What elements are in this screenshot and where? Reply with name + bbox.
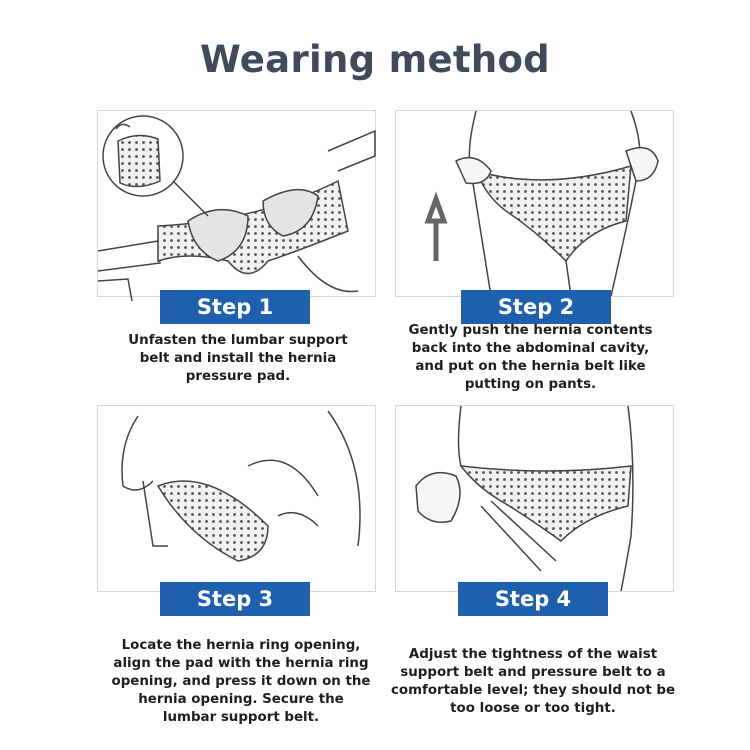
step-4-label: Step 4 xyxy=(458,582,608,616)
step-1-label: Step 1 xyxy=(160,290,310,324)
page-title: Wearing method xyxy=(200,38,550,81)
step-1-panel xyxy=(97,110,376,319)
pad-placement-illustration xyxy=(98,406,375,591)
step-2-label: Step 2 xyxy=(461,290,611,324)
step-3-description: Locate the hernia ring opening, align the pad with the hernia ring opening, and press it down on the hernia opening. Secure the lumbar support belt. xyxy=(111,638,371,725)
step-1-description: Unfasten the lumbar support belt and install the hernia pressure pad. xyxy=(128,333,348,384)
step-3-label: Step 3 xyxy=(160,582,310,616)
step-4-description: Adjust the tightness of the waist support belt and pressure belt to a comfortable level; they should not be too loose or too tight. xyxy=(390,647,676,716)
step-4-panel xyxy=(395,405,674,611)
belt-adjust-illustration xyxy=(396,406,673,591)
step-2-description: Gently push the hernia contents back into the abdominal cavity, and put on the hernia belt like putting on pants. xyxy=(408,323,653,392)
pants-on-illustration xyxy=(396,111,673,296)
belt-pad-illustration xyxy=(98,111,375,296)
step-3-panel xyxy=(97,405,376,611)
step-2-panel xyxy=(395,110,674,319)
